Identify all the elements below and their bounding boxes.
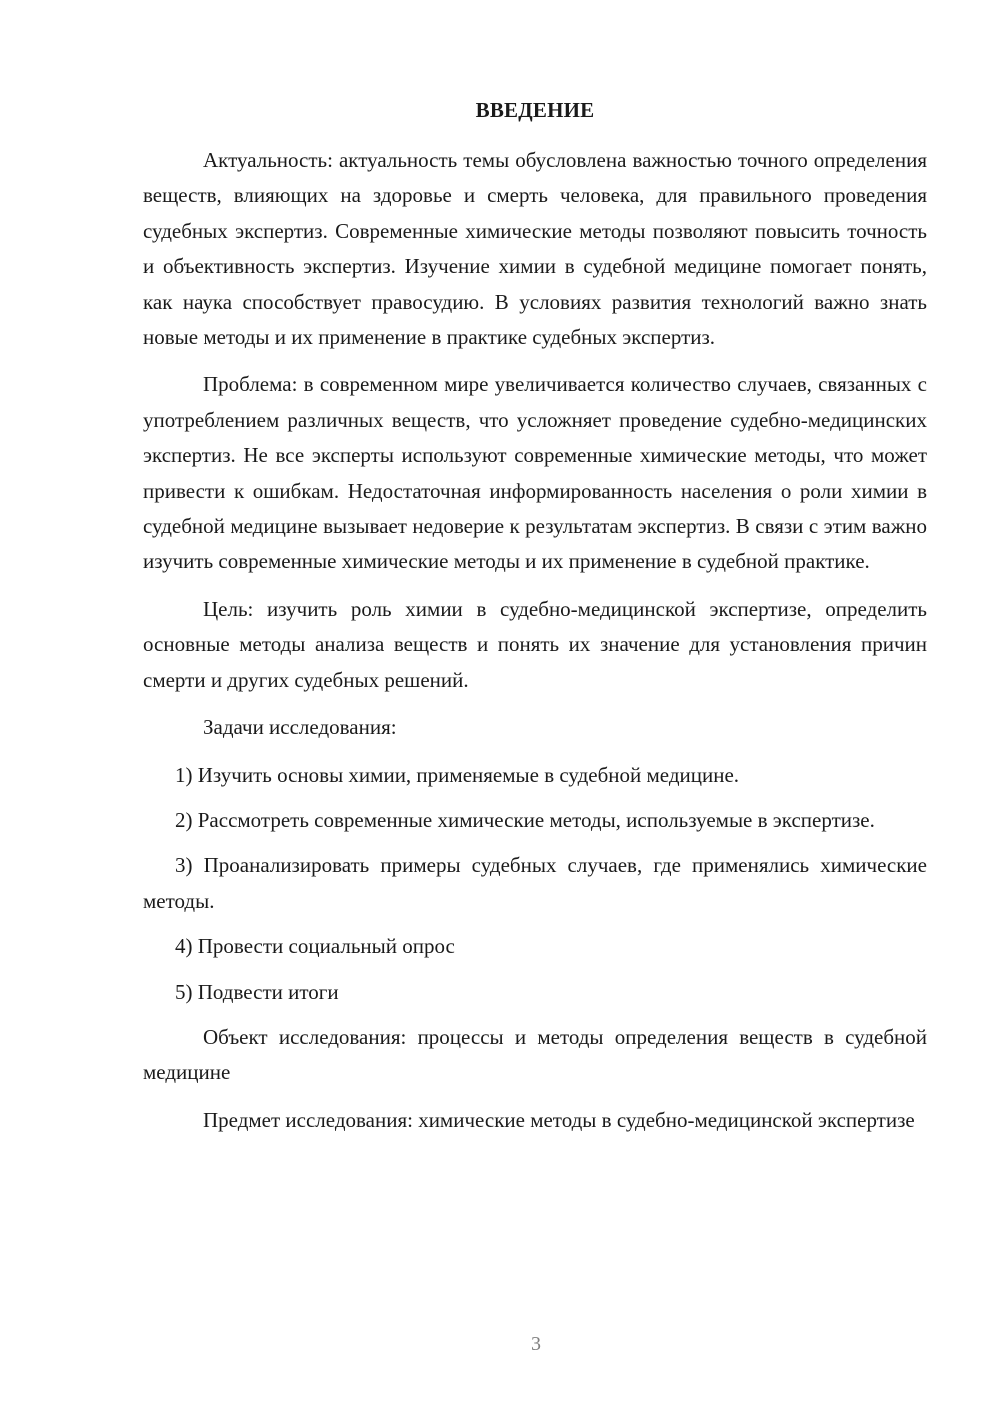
relevance-paragraph: Актуальность: актуальность темы обусловлена важностью точного определения веществ, влияющих на здоровье и смерть человека, для правильного проведения судебных экспертиз. Современные химические методы позволяют повысить точность и объективность экспертиз. Изучение химии в судебной медицине помогает понять, как наука способствует правосудию. В условиях развития технологий важно знать новые методы и их применение в практике судебных экспертиз. [143,148,927,350]
page-number: 3 [531,1333,541,1355]
page-content [143,93,927,1150]
section-title: ВВЕДЕНИЕ [475,98,595,122]
tasks-heading: Задачи исследования: [203,715,397,740]
goal-paragraph: Цель: изучить роль химии в судебно-медицинской экспертизе, определить основные методы анализа веществ и понять их значение для установления причин смерти и других судебных решений. [143,596,927,692]
problem-paragraph: Проблема: в современном мире увеличивается количество случаев, связанных с употреблением различных веществ, что усложняет проведение судебно-медицинских экспертиз. Не все эксперты используют современные химические методы, что может привести к ошибкам. Недостаточная информированность населения о роли химии в судебной медицине вызывает недоверие к результатам экспертиз. В связи с этим важно изучить современные химические методы и их применение в судебной практике. [143,372,927,574]
task-item-3: 3) Проанализировать примеры судебных случаев, где применялись химические методы. [143,853,927,913]
research-subject-paragraph: Предмет исследования: химические методы в судебно-медицинской экспертизе [203,1107,915,1132]
task-item-2: 2) Рассмотреть современные химические методы, используемые в экспертизе. [175,807,875,832]
task-item-4: 4) Провести социальный опрос [175,934,455,959]
research-object-paragraph: Объект исследования: процессы и методы определения веществ в судебной медицине [143,1024,927,1085]
task-item-5: 5) Подвести итоги [175,979,339,1004]
task-item-1: 1) Изучить основы химии, применяемые в судебной медицине. [175,762,740,787]
